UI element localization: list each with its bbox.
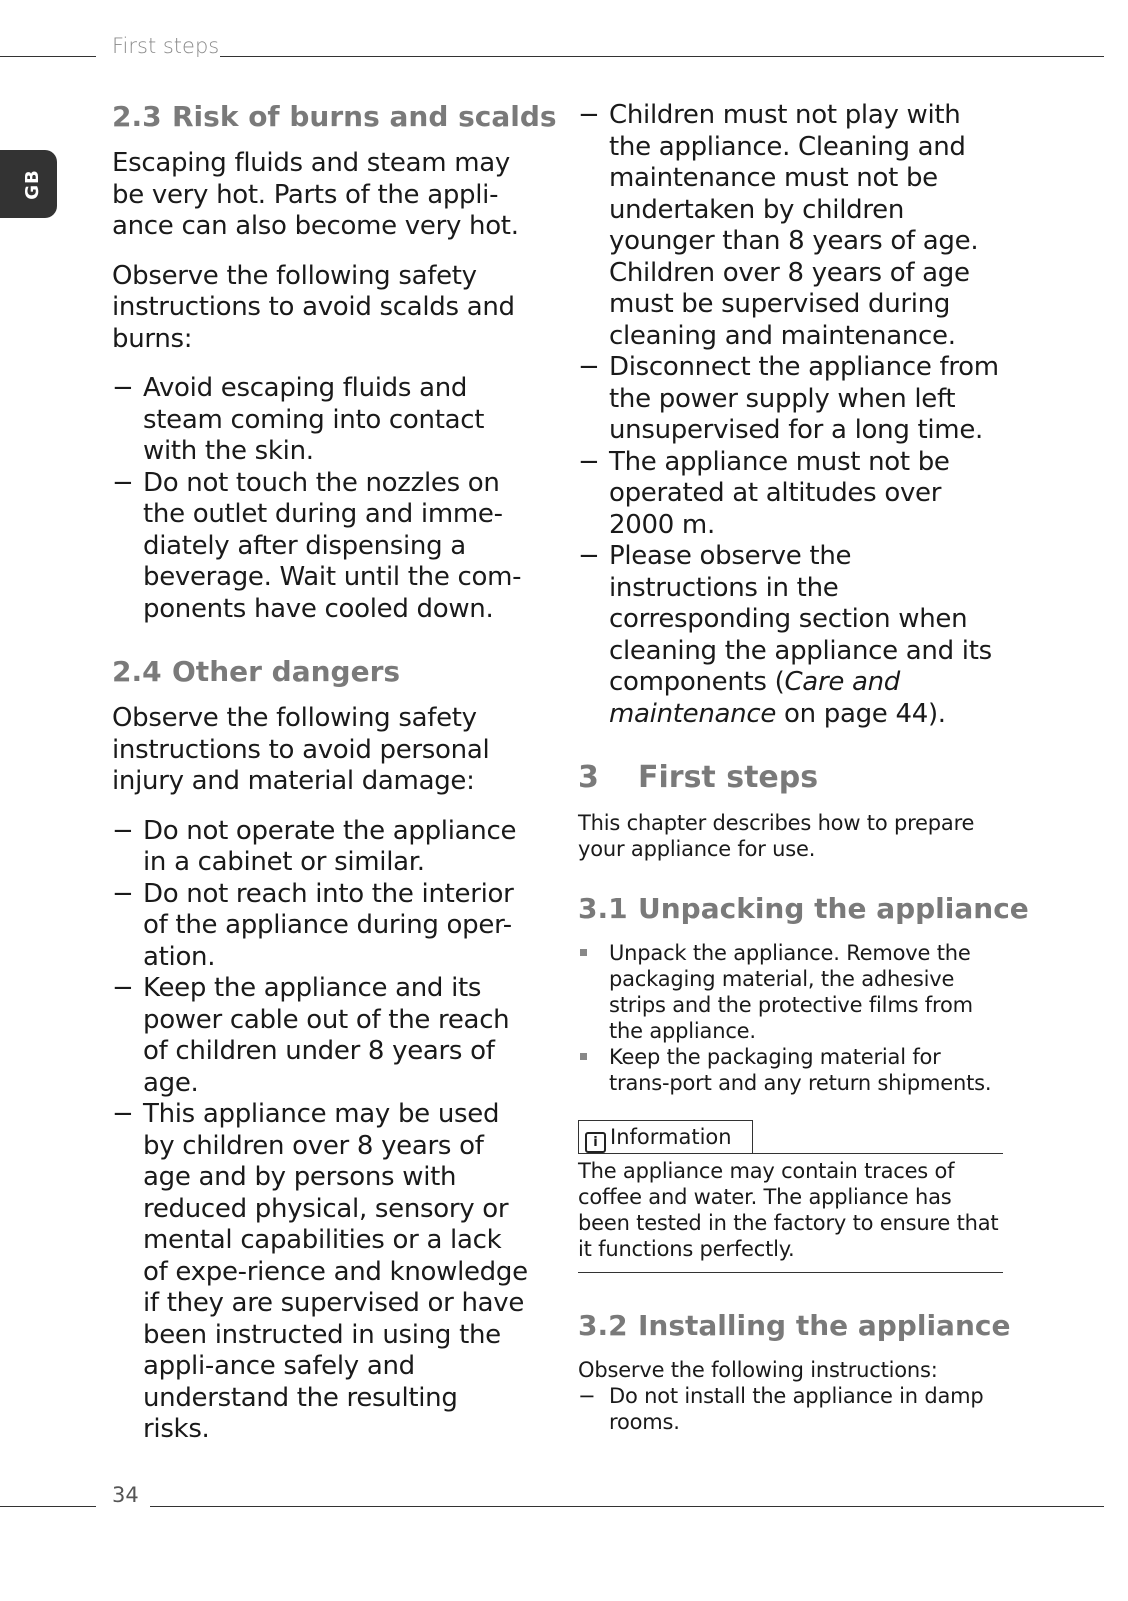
section-title: Unpacking the appliance bbox=[638, 892, 1029, 925]
chapter-title: First steps bbox=[638, 760, 819, 795]
list-item bbox=[112, 373, 532, 468]
list-item-text: on page 44). bbox=[776, 698, 946, 729]
information-label: Information bbox=[610, 1125, 732, 1149]
list-item-text: Keep the packaging material for trans-port and any return shipments. bbox=[609, 1045, 992, 1095]
list-item-text: Keep the appliance and its power cable out of the reach of children under 8 years of age. bbox=[143, 973, 510, 1098]
dash-marker: − bbox=[112, 878, 134, 909]
list-item bbox=[112, 816, 532, 879]
dash-marker: − bbox=[112, 973, 134, 1003]
dash-marker: − bbox=[112, 467, 134, 498]
right-column bbox=[578, 100, 1029, 1435]
section-heading-2-4 bbox=[112, 655, 532, 689]
list-item bbox=[578, 1383, 1003, 1435]
list-item-text: Do not reach into the interior of the appliance during oper-ation. bbox=[143, 878, 514, 972]
dash-marker: − bbox=[112, 815, 134, 846]
list-item-text: Do not operate the appliance in a cabinet or similar. bbox=[143, 815, 517, 877]
list-item bbox=[578, 352, 1003, 447]
section-heading-2-3 bbox=[112, 100, 557, 134]
information-text: The appliance may contain traces of coffee and water. The appliance has been tested in the factory to ensure that it functions perfectly. bbox=[578, 1153, 1003, 1273]
paragraph: This chapter describes how to prepare your appliance for use. bbox=[578, 811, 975, 861]
list-item-text: Children must not play with the appliance. Cleaning and maintenance must not be undertaken by children younger than 8 years of age. Children over 8 years of age must be supervised during cleaning and maintenance. bbox=[609, 100, 979, 351]
section-heading-3-1 bbox=[578, 892, 1029, 926]
list-item bbox=[578, 100, 1003, 352]
list-item bbox=[112, 973, 532, 1099]
section-number: 3.2 bbox=[578, 1309, 628, 1342]
dash-marker: − bbox=[578, 541, 600, 571]
dash-marker: − bbox=[112, 373, 134, 403]
footer-rule-left bbox=[0, 1506, 96, 1507]
information-tab bbox=[578, 1120, 753, 1153]
dash-list bbox=[578, 100, 1003, 730]
dash-marker: − bbox=[578, 446, 600, 477]
paragraph: Observe the following safety instructions to avoid personal injury and material damage: bbox=[112, 703, 490, 796]
section-number: 2.3 bbox=[112, 100, 162, 133]
list-item-text: Do not install the appliance in damp rooms. bbox=[609, 1384, 984, 1434]
dash-list bbox=[112, 816, 532, 1446]
square-marker bbox=[580, 949, 587, 956]
list-item bbox=[112, 468, 532, 626]
info-icon: i bbox=[585, 1132, 606, 1153]
list-item-text: Do not touch the nozzles on the outlet during and imme-diately after dispensing a beverage. Wait until the com-ponents have cooled down. bbox=[143, 467, 522, 624]
dash-marker: − bbox=[112, 1099, 134, 1129]
square-marker bbox=[580, 1053, 587, 1060]
section-title: Risk of burns and scalds bbox=[172, 100, 557, 133]
page-number: 34 bbox=[112, 1483, 139, 1507]
cross-reference[interactable]: Care and maintenance bbox=[609, 667, 901, 729]
header-rule-right bbox=[220, 56, 1104, 57]
footer-rule-right bbox=[150, 1506, 1104, 1507]
square-list bbox=[578, 940, 1003, 1096]
dash-list bbox=[578, 1383, 1003, 1435]
language-tab bbox=[0, 150, 57, 218]
dash-marker: − bbox=[578, 352, 600, 382]
section-title: Other dangers bbox=[172, 655, 401, 688]
header-rule-left bbox=[0, 56, 96, 57]
left-column bbox=[112, 100, 557, 1470]
chapter-heading-3 bbox=[578, 760, 1003, 796]
running-title: First steps bbox=[112, 34, 220, 58]
dash-marker: − bbox=[578, 100, 600, 130]
list-item-text: Avoid escaping fluids and steam coming into contact with the skin. bbox=[143, 373, 485, 466]
list-item bbox=[112, 1099, 532, 1446]
section-number: 3.1 bbox=[578, 892, 628, 925]
language-tab-label: GB bbox=[21, 169, 43, 200]
list-item bbox=[112, 879, 532, 974]
list-item bbox=[578, 447, 1003, 542]
section-number: 2.4 bbox=[112, 655, 162, 688]
list-item bbox=[578, 541, 1003, 730]
paragraph: Observe the following instructions: bbox=[578, 1358, 938, 1382]
list-item-text: Disconnect the appliance from the power supply when left unsupervised for a long time. bbox=[609, 352, 999, 445]
list-item-text: Please observe the instructions in the corresponding section when cleaning the appliance and its components ( bbox=[609, 541, 992, 697]
information-box bbox=[578, 1120, 1003, 1273]
section-heading-3-2 bbox=[578, 1309, 1011, 1343]
list-item bbox=[578, 1044, 1003, 1096]
list-item-text: This appliance may be used by children over 8 years of age and by persons with reduced physical, sensory or mental capabilities or a lack of expe-rience and knowledge if they are supervised or have been instructed in using the appli-ance safely and understand the resulting risks. bbox=[143, 1099, 528, 1444]
paragraph: Observe the following safety instructions to avoid scalds and burns: bbox=[112, 260, 515, 354]
list-item-text: The appliance must not be operated at altitudes over 2000 m. bbox=[609, 446, 950, 540]
list-item bbox=[578, 940, 1003, 1044]
chapter-number: 3 bbox=[578, 760, 599, 795]
dash-list bbox=[112, 373, 532, 625]
list-item-text: Unpack the appliance. Remove the packaging material, the adhesive strips and the protective films from the appliance. bbox=[609, 941, 973, 1043]
paragraph: Escaping fluids and steam may be very hot. Parts of the appli-ance can also become very hot. bbox=[112, 148, 519, 241]
dash-marker: − bbox=[578, 1384, 596, 1408]
section-title: Installing the appliance bbox=[638, 1309, 1011, 1342]
